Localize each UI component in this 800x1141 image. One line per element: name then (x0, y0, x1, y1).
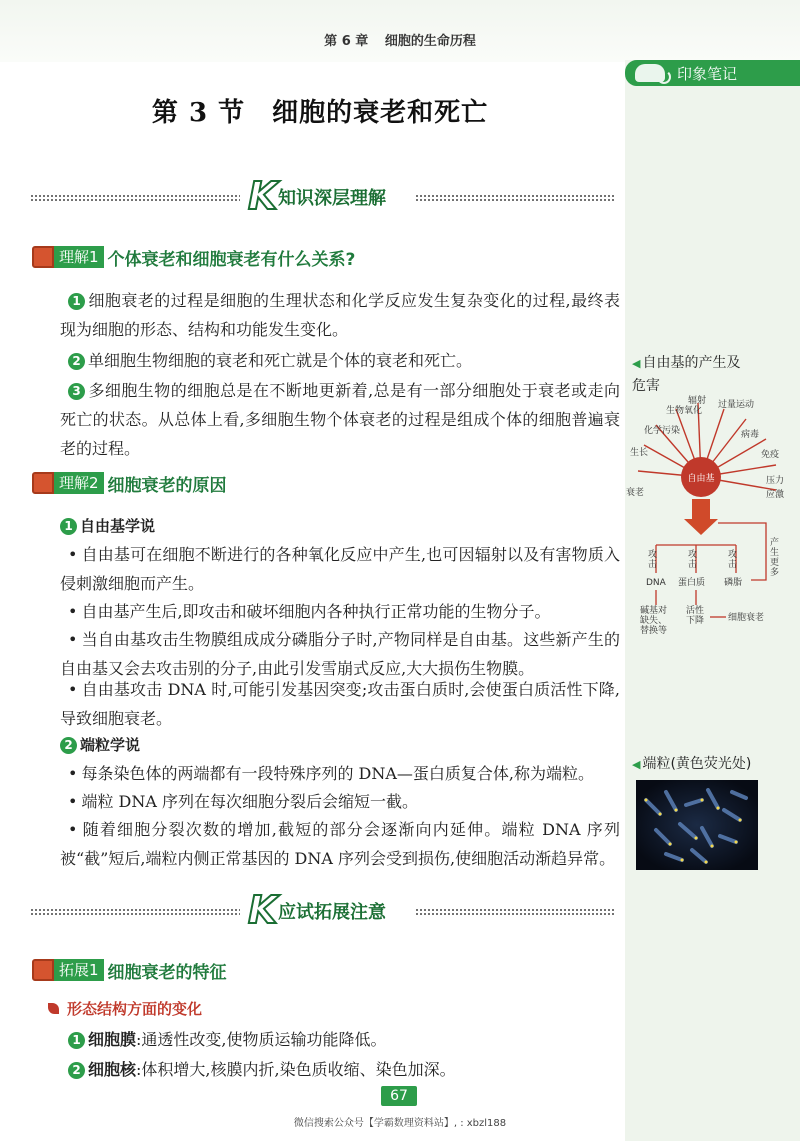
bullet-text: 自由基可在细胞不断进行的各种氧化反应中产生,也可因辐射以及有害物质入侵刺激细胞而产生。 (60, 545, 620, 593)
k-logo-icon: K (248, 174, 278, 218)
section-tag: 理解2 (54, 472, 104, 494)
page-title: 第 3 节 细胞的衰老和死亡 (151, 98, 489, 128)
bullet-paragraph (60, 597, 620, 626)
paragraph (60, 376, 620, 463)
bullet-paragraph (60, 815, 620, 873)
triangle-icon: ◀ (632, 758, 641, 771)
banner-title: 知识深层理解 (278, 188, 386, 209)
bullet-paragraph (60, 540, 620, 598)
triangle-icon: ◀ (632, 357, 641, 370)
bullet: • (68, 545, 78, 564)
free-radical-diagram (626, 395, 800, 635)
attack-label: 攻 (728, 550, 738, 560)
feature-item (60, 1025, 620, 1054)
bullet-paragraph (60, 759, 620, 788)
number-badge: 2 (68, 1062, 85, 1079)
caption-line: 自由基的产生及 (642, 355, 741, 371)
banner-title: 应试拓展注意 (278, 902, 386, 923)
attack-label: 击 (688, 560, 698, 570)
bullet-text: 自由基攻击 DNA 时,可能引发基因突变;攻击蛋白质时,会使蛋白质活性下降,导致细胞衰老。 (60, 680, 620, 728)
diagram-source: 衰老 (626, 488, 645, 498)
subheading-text: 端粒学说 (80, 736, 141, 754)
bullet-text: 当自由基攻击生物膜组成成分磷脂分子时,产物同样是自由基。这些新产生的自由基又会去攻击别的分子,由此引发雪崩式反应,大大损伤生物膜。 (60, 630, 620, 678)
target-lipid: 磷脂 (724, 578, 743, 588)
number-badge: 1 (68, 293, 85, 310)
more-label: 更 (770, 558, 780, 568)
section-title: 细胞衰老的特征 (107, 962, 227, 983)
more-label: 生 (770, 548, 780, 558)
book-icon (32, 246, 54, 268)
result-text: 细胞衰老 (728, 613, 765, 623)
section-banner-knowledge (30, 176, 615, 216)
section-heading-1 (32, 245, 355, 269)
effect-text: 下降 (686, 616, 705, 626)
effect-text: 碱基对 (640, 606, 668, 616)
leaf-heading (48, 998, 202, 1019)
effect-text: 活性 (686, 606, 705, 616)
attack-label: 击 (648, 560, 658, 570)
feature-term: 细胞膜 (88, 1030, 137, 1049)
diagram-source: 过量运动 (718, 400, 755, 410)
diagram-source: 应激 (766, 490, 785, 500)
bullet: • (68, 680, 78, 699)
bullet: • (68, 792, 78, 811)
attack-label: 攻 (688, 550, 698, 560)
number-badge: 1 (68, 1032, 85, 1049)
bullet-text: 随着细胞分裂次数的增加,截短的部分会逐渐向内延伸。端粒 DNA 序列被“截”短后,端粒内侧正常基因的 DNA 序列会受到损伤,使细胞活动渐趋异常。 (60, 820, 620, 868)
caption-line: 危害 (632, 378, 660, 394)
bullet-paragraph (60, 675, 620, 733)
attack-label: 攻 (648, 550, 658, 560)
bullet: • (68, 602, 78, 621)
chapter-title (0, 30, 800, 49)
book-icon (32, 959, 54, 981)
number-badge: 2 (68, 353, 85, 370)
target-dna: DNA (646, 578, 666, 588)
bullet: • (68, 630, 78, 649)
bullet-paragraph (60, 787, 620, 816)
sidebar-header (625, 60, 800, 86)
diagram-center: 自由基 (687, 474, 715, 484)
leaf-icon (48, 1003, 59, 1014)
diagram-source: 压力 (766, 476, 785, 486)
section-title: 个体衰老和细胞衰老有什么关系? (107, 249, 356, 270)
paragraph-text: 单细胞生物细胞的衰老和死亡就是个体的衰老和死亡。 (88, 351, 473, 370)
bullet: • (68, 764, 78, 783)
dotted-rule (415, 194, 615, 202)
feature-text: :通透性改变,使物质运输功能降低。 (136, 1030, 387, 1049)
diagram-source: 病毒 (741, 430, 760, 440)
section-tag: 理解1 (54, 246, 104, 268)
dotted-rule (30, 908, 240, 916)
diagram-source: 免疫 (761, 450, 780, 460)
free-radical-caption (632, 352, 740, 397)
subheading-telomere (60, 733, 140, 757)
number-badge: 1 (60, 518, 77, 535)
chapter-name: 细胞的生命历程 (384, 34, 476, 49)
telomere-micrograph (636, 780, 758, 870)
elephant-icon (635, 64, 665, 82)
subheading-text: 自由基学说 (80, 517, 156, 535)
caption-text: 端粒(黄色荧光处) (642, 756, 752, 772)
sidebar-title: 印象笔记 (677, 64, 738, 83)
bullet: • (68, 820, 78, 839)
feature-text: :体积增大,核膜内折,染色质收缩、染色加深。 (136, 1060, 456, 1079)
feature-item (60, 1055, 620, 1084)
footer-watermark: 微信搜索公众号【学霸数理资料站】, : xbzl188 (293, 1118, 507, 1129)
bullet-text: 每条染色体的两端都有一段特殊序列的 DNA—蛋白质复合体,称为端粒。 (81, 764, 594, 783)
feature-term: 细胞核 (88, 1060, 137, 1079)
dotted-rule (415, 908, 615, 916)
paragraph-text: 细胞衰老的过程是细胞的生理状态和化学反应发生复杂变化的过程,最终表现为细胞的形态、结构和功能发生变化。 (60, 291, 620, 339)
attack-label: 击 (728, 560, 738, 570)
more-label: 多 (770, 568, 780, 578)
target-protein: 蛋白质 (678, 578, 706, 588)
paragraph (60, 346, 620, 375)
k-logo-icon: K (248, 888, 278, 932)
paragraph-text: 多细胞生物的细胞总是在不断地更新着,总是有一部分细胞处于衰老或走向死亡的状态。从总体上看,多细胞生物个体衰老的过程是组成个体的细胞普遍衰老的过程。 (60, 381, 620, 458)
bullet-text: 端粒 DNA 序列在每次细胞分裂后会缩短一截。 (81, 792, 418, 811)
bullet-text: 自由基产生后,即攻击和破坏细胞内各种执行正常功能的生物分子。 (81, 602, 551, 621)
section-banner-exam (30, 890, 615, 930)
diagram-source: 生长 (630, 448, 649, 458)
effect-text: 替换等 (640, 626, 668, 635)
number-badge: 3 (68, 383, 85, 400)
more-label: 产 (770, 538, 780, 548)
section-heading-2 (32, 471, 227, 495)
page-number: 67 (381, 1086, 417, 1106)
subheading-free-radical (60, 514, 155, 538)
book-icon (32, 472, 54, 494)
chapter-number: 第 6 章 (324, 34, 369, 49)
leaf-heading-text: 形态结构方面的变化 (67, 1000, 203, 1018)
diagram-source: 辐射 (688, 396, 707, 406)
section-title: 细胞衰老的原因 (107, 475, 227, 496)
section-heading-3 (32, 958, 227, 982)
paragraph (60, 286, 620, 344)
svg-text:攻 击 攻 击 攻 (640, 536, 782, 635)
effect-text: 缺失、 (640, 616, 668, 626)
number-badge: 2 (60, 737, 77, 754)
section-tag: 拓展1 (54, 959, 104, 981)
telomere-caption (632, 753, 751, 776)
diagram-source: 化学污染 (644, 426, 681, 436)
dotted-rule (30, 194, 240, 202)
diagram-source: 生物氧化 (666, 406, 703, 416)
